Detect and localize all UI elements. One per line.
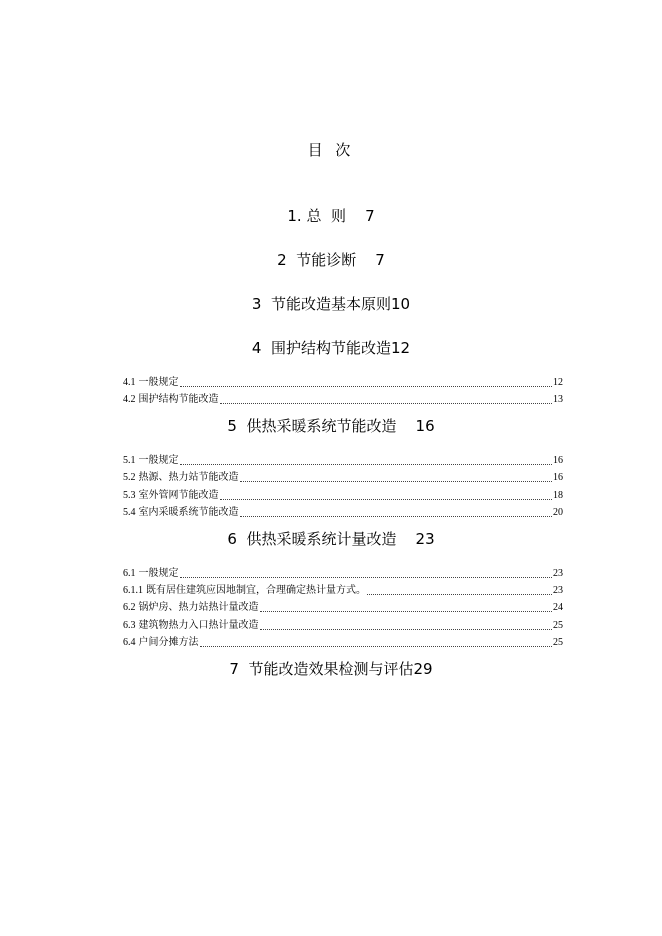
- toc-entry-text: 一般规定: [138, 568, 179, 579]
- toc-heading-4[interactable]: 4 围护结构节能改造12: [251, 339, 411, 357]
- toc-entry-number: 6.4: [123, 637, 136, 648]
- toc-entry-text: 一般规定: [138, 377, 179, 388]
- toc-entry-6-4[interactable]: [123, 636, 563, 650]
- toc-entry-number: 5.4: [123, 507, 136, 518]
- toc-entry-page: 25: [553, 637, 563, 648]
- toc-entry-text: 户间分摊方法: [138, 637, 199, 648]
- dot-leader: [180, 385, 553, 387]
- toc-heading-7[interactable]: 7 节能改造效果检测与评估29: [229, 660, 433, 678]
- dot-leader: [260, 628, 553, 630]
- toc-entry-text: 室外管网节能改造: [138, 490, 219, 501]
- toc-entry-page: 20: [553, 507, 563, 518]
- dot-leader: [367, 593, 552, 595]
- toc-heading-2[interactable]: 2 节能诊断 7: [277, 251, 385, 269]
- toc-entry-6-3[interactable]: [123, 619, 563, 633]
- toc-entry-page: 25: [553, 620, 563, 631]
- dot-leader: [180, 463, 553, 465]
- toc-entry-5-4[interactable]: [123, 506, 563, 520]
- toc-title: 目 次: [307, 141, 355, 159]
- toc-entry-text: 既有居住建筑应因地制宜，合理确定热计量方式。: [146, 585, 366, 596]
- toc-entry-6-2[interactable]: [123, 601, 563, 615]
- toc-entry-number: 4.2: [123, 394, 136, 405]
- toc-entry-number: 6.1: [123, 568, 136, 579]
- dot-leader: [260, 610, 553, 612]
- toc-heading-5[interactable]: 5 供热采暖系统节能改造 16: [227, 417, 435, 435]
- toc-entry-6-1-1[interactable]: [123, 584, 563, 598]
- toc-entry-text: 锅炉房、热力站热计量改造: [138, 602, 259, 613]
- toc-entry-page: 16: [553, 455, 563, 466]
- toc-heading-3[interactable]: 3 节能改造基本原则10: [251, 295, 411, 313]
- toc-entry-page: 18: [553, 490, 563, 501]
- toc-entry-5-1[interactable]: [123, 454, 563, 468]
- dot-leader: [240, 480, 553, 482]
- toc-heading-6[interactable]: 6 供热采暖系统计量改造 23: [227, 530, 435, 548]
- toc-entry-number: 6.1.1: [123, 585, 143, 596]
- dot-leader: [220, 498, 553, 500]
- toc-entry-page: 24: [553, 602, 563, 613]
- toc-entry-4-2[interactable]: [123, 393, 563, 407]
- toc-entry-text: 建筑物热力入口热计量改造: [138, 620, 259, 631]
- dot-leader: [200, 645, 553, 647]
- dot-leader: [180, 576, 553, 578]
- dot-leader: [240, 515, 553, 517]
- toc-entry-page: 13: [553, 394, 563, 405]
- toc-entry-number: 6.2: [123, 602, 136, 613]
- toc-entry-text: 室内采暖系统节能改造: [138, 507, 239, 518]
- toc-entry-page: 23: [553, 568, 563, 579]
- toc-entry-6-1[interactable]: [123, 567, 563, 581]
- toc-entry-number: 5.2: [123, 472, 136, 483]
- toc-entry-4-1[interactable]: [123, 376, 563, 390]
- toc-entry-text: 围护结构节能改造: [138, 394, 219, 405]
- toc-entry-number: 4.1: [123, 377, 136, 388]
- toc-entry-number: 5.1: [123, 455, 136, 466]
- toc-entry-page: 16: [553, 472, 563, 483]
- dot-leader: [220, 402, 553, 404]
- toc-entry-page: 23: [553, 585, 563, 596]
- toc-entry-page: 12: [553, 377, 563, 388]
- toc-entry-text: 热源、热力站节能改造: [138, 472, 239, 483]
- toc-heading-1[interactable]: 1. 总 则 7: [287, 207, 375, 225]
- toc-entry-5-2[interactable]: [123, 471, 563, 485]
- toc-entry-text: 一般规定: [138, 455, 179, 466]
- toc-entry-5-3[interactable]: [123, 489, 563, 503]
- toc-entry-number: 5.3: [123, 490, 136, 501]
- toc-entry-number: 6.3: [123, 620, 136, 631]
